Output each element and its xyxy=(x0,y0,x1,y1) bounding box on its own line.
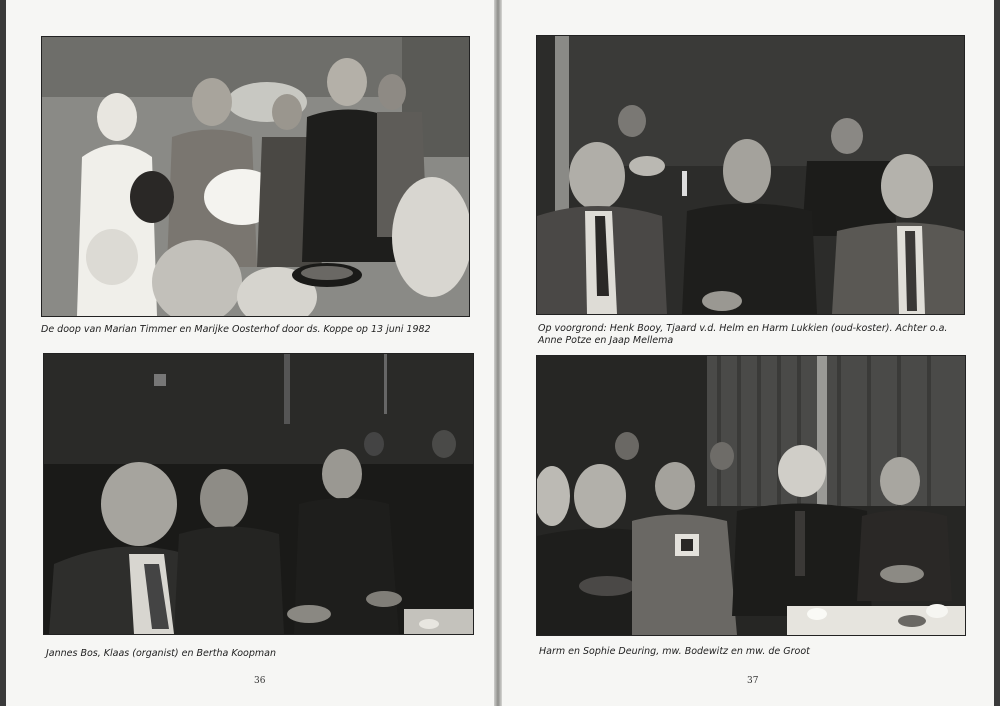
photo-four-people-caption: Harm en Sophie Deuring, mw. Bodewitz en mw. de Groot xyxy=(539,646,810,657)
book-gutter xyxy=(494,0,502,706)
photo-foreground-men-caption: Op voorgrond: Henk Booy, Tjaard v.d. Helm en Harm Lukkien (oud-koster). Achter o.a. Anne Potze en Jaap Mellema xyxy=(538,323,948,346)
photo-four-people xyxy=(536,355,966,636)
page-number-left: 36 xyxy=(254,676,266,686)
photo-baptism xyxy=(41,36,470,317)
page-number-right: 37 xyxy=(747,676,759,686)
photo-three-people xyxy=(43,353,474,635)
photo-three-people-caption: Jannes Bos, Klaas (organist) en Bertha Koopman xyxy=(46,648,276,659)
photo-baptism-caption: De doop van Marian Timmer en Marijke Oosterhof door ds. Koppe op 13 juni 1982 xyxy=(41,324,431,335)
photo-foreground-men xyxy=(536,35,965,315)
